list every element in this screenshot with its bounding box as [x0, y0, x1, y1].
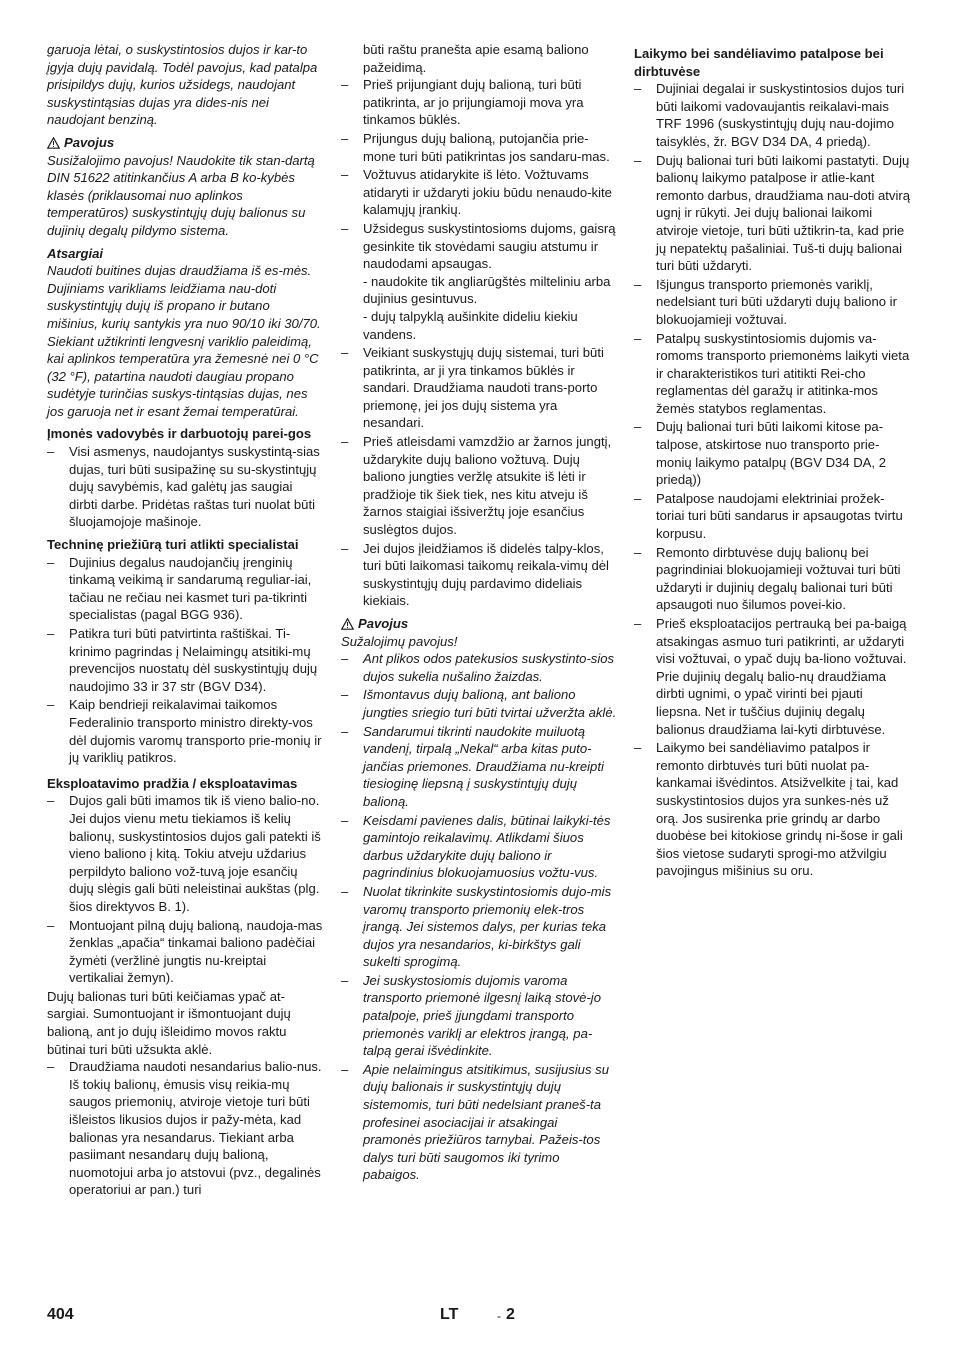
page-separator: - [497, 1309, 501, 1323]
list [47, 554, 323, 767]
list-item: – Keisdami pavienes dalis, būtinai laikyki-tės gamintojo reikalavimų. Atlikdami šiuos darbus uždarykite dujų baliono ir pagrindinius blokuojamuosius vožtu-vus. [341, 812, 617, 882]
list-item: – Dujiniai degalai ir suskystintosios dujos turi būti laikomi vadovaujantis reikalavi-mais TRF 1996 (suskystintųjų dujų nau-dojimo taisyklės, žr. BGV D34 DA, 4 priedą). [634, 80, 910, 150]
list-item: – Montuojant pilną dujų balioną, naudoja-mas ženklas „apačia“ tinkamai baliono padėčiai žymėti (veržlinė jungtis nu-kreiptai vertikaliai žemyn). [47, 917, 323, 987]
list-item: – Dujų balionai turi būti laikomi pastatyti. Dujų balionų laikymo patalpose ir atlie-kant remonto darbus, draudžiama nau-doti atvirą ugnį ir rūkyti. Jei dujų balionai laikomi atviroje vietoje, turi būti užtikrin-ta, kad prie jų nepatektų pašaliniai. Tuš-ti dujų balionai turi būti uždaryti. [634, 152, 910, 275]
list-item: – Draudžiama naudoti nesandarius balio-nus. Iš tokių balionų, ėmusis visų reikia-mų saugos priemonių, atviroje vietoje turi būti išleistos likusios dujos ir pažy-mėta, kad balionas yra nesandarus. Tiekiant arba pasiimant nesandarų dujų balioną, nuomotojui arba jo atstovui (pvz., degalinės operatoriui ar pan.) turi [47, 1058, 323, 1199]
list-item: – Prieš prijungiant dujų balioną, turi būti patikrinta, ar jo prijungiamoji mova yra tinkamos būklės. [341, 76, 617, 129]
list-item: – Prijungus dujų balioną, putojančia prie-mone turi būti patikrintas jos sandaru-mas. [341, 130, 617, 165]
page-number: 404 [47, 1306, 74, 1323]
section-heading: Laikymo bei sandėliavimo patalpose bei dirbtuvėse [634, 46, 884, 79]
list [341, 76, 617, 610]
list-item: – Patalpose naudojami elektriniai prožek-toriai turi būti sandarus ir apsaugotas tvirtu korpusu. [634, 490, 910, 543]
list-item: – Vožtuvus atidarykite iš lėto. Vožtuvams atidaryti ir uždaryti jokiu būdu nenaudo-kite kalamųjų įrankių. [341, 166, 617, 219]
list-item [341, 220, 617, 343]
list [341, 650, 617, 1184]
list-item: – Prieš eksploatacijos pertrauką bei pa-baigą atsakingas asmuo turi patikrinti, ar uždaryti visi vožtuvai, o ypač dujų ba-liono vožtuvai. Prie dujinių degalų balio-nų draudžiama dirbti ugnimi, o ypač virinti bei pjauti liepsna. Net ir tuščius dujinių degalų balionus draudžiama lai-kyti dirbtuvėse. [634, 615, 910, 738]
list-item: – Laikymo bei sandėliavimo patalpos ir remonto dirbtuvės turi būti nuolat pa-kankamai išvėdintos. Atsižvelkite į tai, kad suskystintosios dujos yra sunkes-nės už orą. Jos susirenka prie grindų ar darbo duobėse bei kitokiose grindų ni-šose ir gali šios vietose sudaryti sprogi-mo atžvilgiu pavojingus mišinius su oru. [634, 739, 910, 880]
list-item: – Patikra turi būti patvirtinta raštiškai. Ti-krinimo pagrindas į Nelaimingų atsitiki-mų prevencijos nuostatų dėl suskystintųjų dujų naudojimo 33 ir 37 str (BGV D34). [47, 625, 323, 695]
list-item: – Jei suskystosiomis dujomis varoma transporto priemonė ilgesnį laiką stovė-jo patalpoje, prieš įjungdami transporto priemonės variklį ar elektros įrangą, pa-talpą gerai išvėdinkite. [341, 972, 617, 1060]
column-left [47, 41, 323, 1200]
caution-text: Naudoti buitines dujas draudžiama iš es-mės. Dujiniams varikliams leidžiama nau-doti suskystintųjų dujų iš propano ir butano mišinius, kurių santykis yra nuo 90/10 iki 30/70. Siekiant užtikrinti lengvesnį variklio paleidimą, kai aplinkos temperatūra yra žemesnė nei 0 °C (32 °F), patartina naudoti daugiau propano sudėtyje turinčias suskys-tintąsias dujas, nes jos garuoja net ir esant žemai temperatūrai. [47, 263, 321, 419]
list [47, 1058, 323, 1199]
list-item-text: Užsidegus suskystintosioms dujoms, gaisrą gesinkite tik stovėdami saugiu atstumu ir naudodami apsaugas. [363, 220, 616, 272]
column-middle [341, 41, 617, 1185]
warning-title: Pavojus [64, 134, 115, 150]
list-item: – Išjungus transporto priemonės variklį, nedelsiant turi būti uždaryti dujų baliono ir blokuojamieji vožtuvai. [634, 276, 910, 329]
section-heading: Eksploatavimo pradžia / eksploatavimas [47, 775, 298, 791]
warning-text: Susižalojimo pavojus! Naudokite tik stan-dartą DIN 51622 atitinkančius A arba B ko-kybės klasės (priklausomai nuo aplinkos temperatūros) suskystintųjų dujų balionus su dujinių degalų pildymo sistema. [47, 152, 315, 238]
list-item: – Apie nelaimingus atsitikimus, susijusius su dujų balionais ir suskystintųjų dujų sistemomis, turi būti nedelsiant praneš-ta profesinei asociacijai ir atsakingai pramonės priežiūros tarnybai. Pažeis-tos dalys turi būti saugomos iki tyrimo pabaigos. [341, 1061, 617, 1184]
list-item: – Ant plikos odos patekusios suskystinto-sios dujos sukelia nušalino žaizdas. [341, 650, 617, 685]
warning-triangle-icon [341, 618, 354, 630]
list-item: – Kaip bendrieji reikalavimai taikomos Federalinio transporto ministro direkty-vos dėl dujomis varomų transporto prie-monių ir jų variklių patikros. [47, 696, 323, 766]
paragraph: būti raštu pranešta apie esamą baliono pažeidimą. [363, 42, 589, 75]
paragraph: Dujų balionas turi būti keičiamas ypač at-sargiai. Sumontuojant ir išmontuojant dujų balioną, ant jo dujų išleidimo movos raktu būtinai turi būti užsukta aklė. [47, 988, 291, 1057]
list-item: – Prieš atleisdami vamzdžio ar žarnos jungtį, uždarykite dujų baliono vožtuvą. Dujų baliono jungties veržlę atsukite iš lėti ir pradžioje tik šiek tiek, nes kitu atveju iš žarnos staigiai išsiveržtų joje esančius suslėgtos dujos. [341, 433, 617, 539]
warning-triangle-icon [47, 137, 60, 149]
list-subitem: - dujų talpyklą aušinkite dideliu kiekiu vandens. [363, 308, 578, 342]
list-item: – Dujinius degalus naudojančių įrenginių tinkamą veikimą ir sandarumą reguliar-iai, tačiau ne rečiau nei kasmet turi pa-tikrinti specialistas (pagal BGG 936). [47, 554, 323, 624]
caution-title: Atsargiai [47, 245, 104, 261]
list-item: – Sandarumui tikrinti naudokite muiluotą vandenį, tirpalą „Nekal“ arba kitas puto-jančias priemones. Draudžiama nu-kreipti tiesioginę liepsną į suskystintųjų dujų balioną. [341, 723, 617, 811]
list-item: – Remonto dirbtuvėse dujų balionų bei pagrindiniai blokuojamieji vožtuvai turi būti uždaryti ir dujinių degalų balionai turi būti apsaugoti nuo šilumos povei-kio. [634, 544, 910, 614]
list-item: – Veikiant suskystųjų dujų sistemai, turi būti patikrinta, ar ji yra tinkamos būklės ir sandari. Draudžiama naudoti trans-porto priemonę, jei jos dujų sistema yra nesandari. [341, 344, 617, 432]
list-item: – Dujos gali būti imamos tik iš vieno balio-no. Jei dujos vienu metu tiekiamos iš kelių balionų, suskystintosios dujos gali patekti iš vieno baliono į kitą. Tokiu atveju uždarius perpildyto baliono vož-tuvą joje esančių dujų slėgis gali būti neleistinai aukštas (plg. šios direktyvos B. 1). [47, 792, 323, 915]
list-subitem: - naudokite tik angliarūgštės milteliniu arba dujinius gesintuvus. [363, 273, 611, 307]
language-code: LT [440, 1306, 459, 1323]
section-page-number: 2 [506, 1306, 515, 1323]
warning-text: Sužalojimų pavojus! [341, 633, 458, 649]
list [47, 792, 323, 987]
warning-heading [341, 615, 617, 633]
list-item: – Visi asmenys, naudojantys suskystintą-sias dujas, turi būti susipažinę su su-skystintųjų dujų savybėmis, kad galėtų jas saugiai dirbti darbe. Pridėtas raštas turi nuolat būti šluojamojoje mašinoje. [47, 443, 323, 531]
section-heading: Įmonės vadovybės ir darbuotojų parei-gos [47, 426, 312, 442]
list-item: – Jei dujos įleidžiamos iš didelės talpy-klos, turi būti laikomasi taikomų reikala-vimų dėl suskystintųjų dujų pardavimo dideliais kiekiais. [341, 540, 617, 610]
warning-title: Pavojus [358, 616, 409, 631]
list-item: – Išmontavus dujų balioną, ant baliono jungties sriegio turi būti tvirtai užveržta aklė. [341, 686, 617, 721]
list [47, 443, 323, 531]
list-item: – Nuolat tikrinkite suskystintosiomis dujo-mis varomų transporto priemonių elek-tros įrangą. Jei sistemos dalys, per kurias teka dujos yra nesandarios, ki-birkštys gali sukelti sprogimą. [341, 883, 617, 971]
list-item: – Dujų balionai turi būti laikomi kitose pa-talpose, atskirtose nuo transporto prie-monių laikymo patalpų (BGV D34 DA, 2 priedą)) [634, 418, 910, 488]
list [634, 80, 910, 880]
paragraph: garuoja lėtai, o suskystintosios dujos ir kar-to įgyja dujų pavidalą. Todėl pavojus, kad patalpa prisipildys dujų, kurios užsidegs, naudojant suskystintąsias dujas yra dides-nis nei naudojant benziną. [47, 42, 318, 128]
section-heading: Techninę priežiūrą turi atlikti specialistai [47, 537, 299, 553]
column-right [634, 41, 910, 881]
list-item: – Patalpų suskystintosiomis dujomis va-romoms transporto priemonėms laikyti vieta ir charakteristikos turi atitikti Rei-cho reglamentas dėl garažų ir atitinka-mos žemės statybos reglamentas. [634, 330, 910, 418]
warning-heading [47, 134, 323, 152]
